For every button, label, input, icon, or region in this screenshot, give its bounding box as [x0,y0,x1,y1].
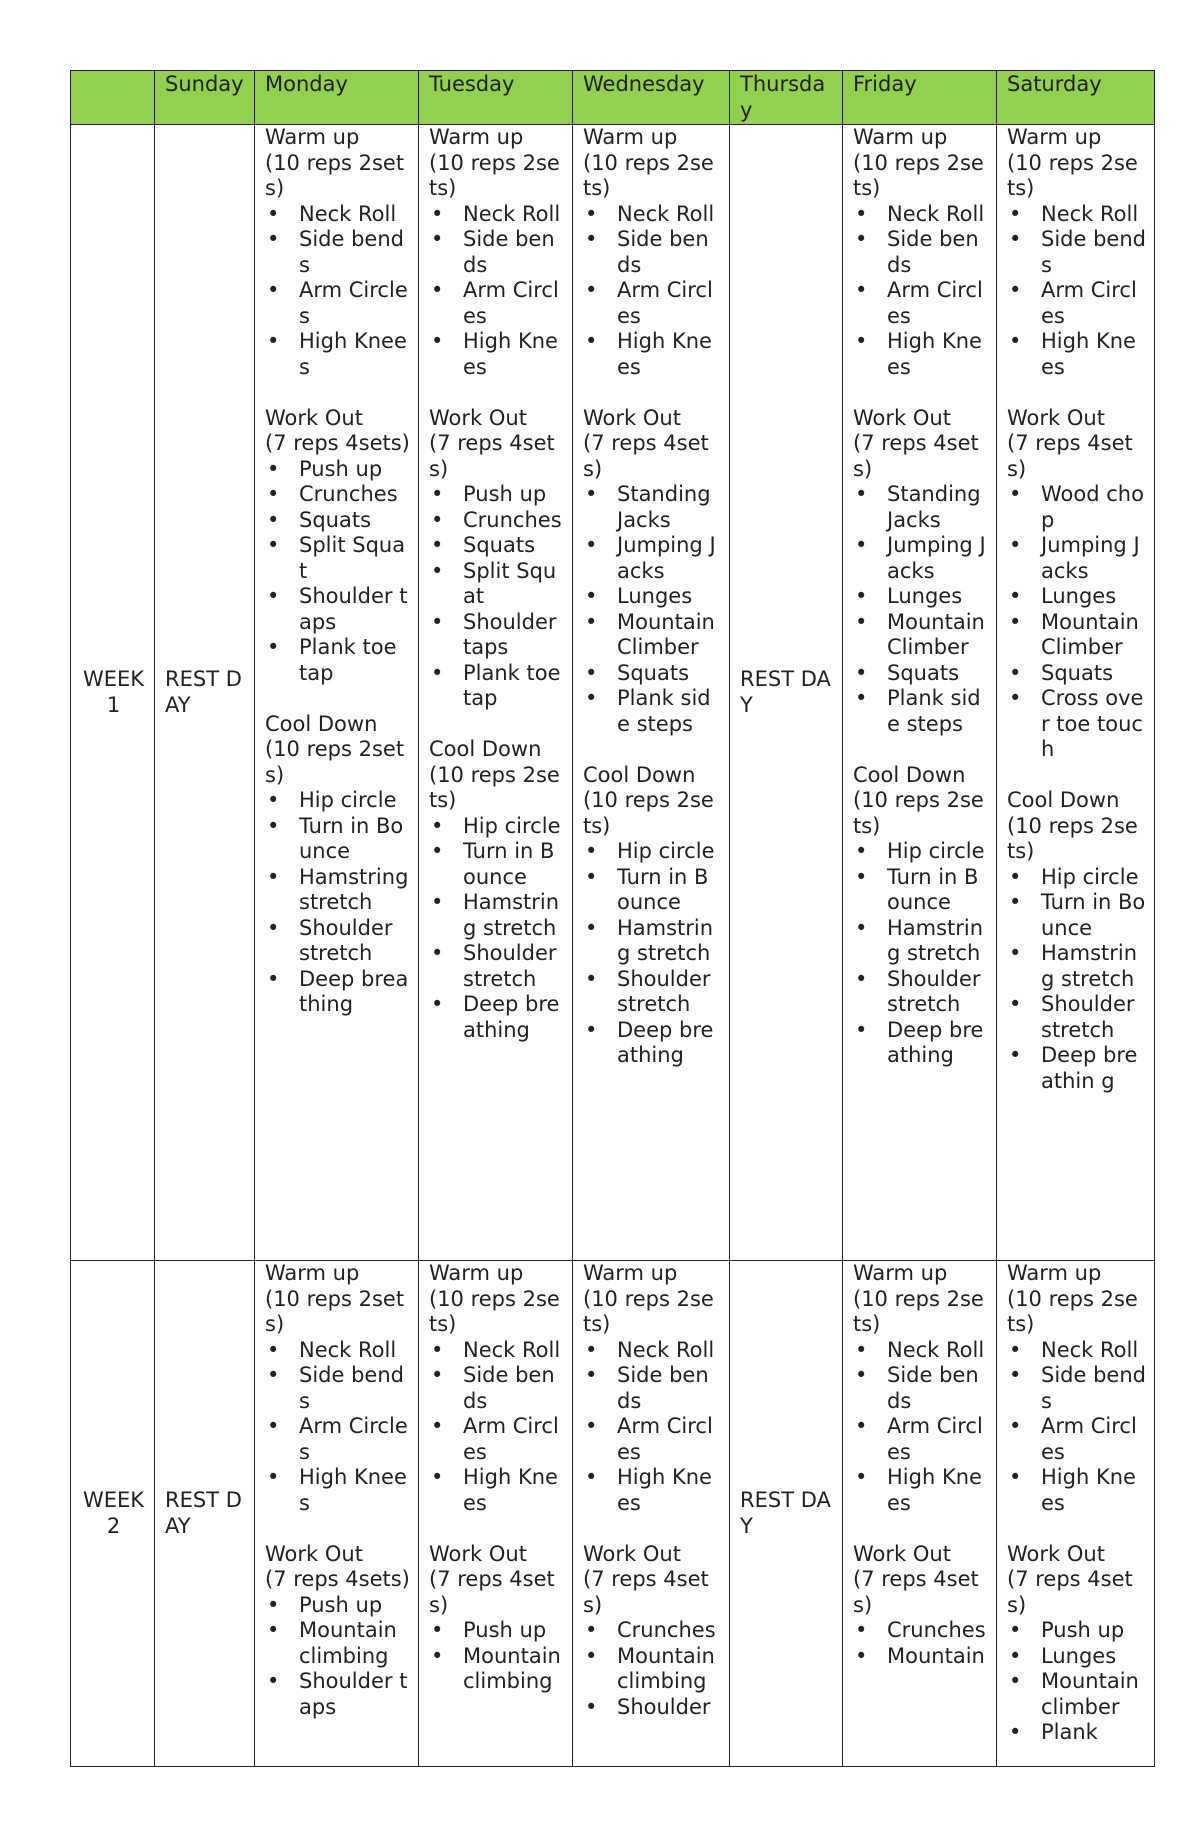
header-saturday: Saturday [997,71,1155,125]
warmup-section [853,1261,988,1516]
workout-title: Work Out [429,1541,527,1566]
exercise-item: • Mountain climbing [583,1644,721,1695]
weekly-workout-table [70,70,1155,1767]
cooldown-title: Cool Down [853,762,966,787]
workout-section [429,1542,564,1695]
exercise-item: • Lunges [1007,584,1146,610]
day-cell-tuesday [419,1261,573,1767]
exercise-item: • High Knees [853,329,988,380]
header-friday: Friday [843,71,997,125]
warmup-section [429,125,564,380]
warmup-reps: (10 reps 2sets) [853,150,984,200]
exercise-item: • High Knees [429,1465,564,1516]
day-cell-saturday [997,125,1155,1261]
cooldown-exercise-list [265,788,410,1018]
header-monday: Monday [255,71,419,125]
cooldown-section [1007,788,1146,1094]
exercise-item: • Shoulder stretch [265,916,410,967]
block-spacer [853,380,988,406]
day-cell-wednesday [573,125,730,1261]
exercise-item: • Jumping Jacks [1007,533,1146,584]
block-spacer [429,1516,564,1542]
exercise-item: • High Knees [265,1465,410,1516]
workout-reps: (7 reps 4sets) [265,1567,410,1591]
warmup-title: Warm up [265,1261,360,1285]
warmup-section [1007,1261,1146,1516]
block-spacer [853,1516,988,1542]
exercise-item: • Neck Roll [265,1338,410,1364]
thursday-rest-day: REST DAY [730,125,843,1261]
exercise-item: • Arm Circles [1007,1414,1146,1465]
exercise-item: • Lunges [1007,1644,1146,1670]
exercise-item: • Plank toe tap [265,635,410,686]
workout-section [583,1542,721,1721]
exercise-item: • Arm Circles [853,1414,988,1465]
day-plan [583,125,721,1069]
warmup-exercise-list [853,1338,988,1517]
day-plan [1007,1261,1146,1746]
workout-reps: (7 reps 4sets) [265,431,410,455]
exercise-item: • Cross over toe touch [1007,686,1146,763]
workout-reps: (7 reps 4sets) [583,1567,709,1617]
warmup-title: Warm up [583,125,678,149]
exercise-item: • High Knees [265,329,410,380]
block-spacer [1007,1516,1146,1542]
exercise-item: • Jumping Jacks [583,533,721,584]
exercise-item: • High Knees [1007,329,1146,380]
day-plan [583,1261,721,1720]
exercise-item: • Arm Circles [583,278,721,329]
exercise-item: • Hamstring stretch [853,916,988,967]
day-plan [429,1261,564,1695]
exercise-item: • Shoulder taps [429,610,564,661]
exercise-item: • Wood chop [1007,482,1146,533]
day-cell-monday [255,1261,419,1767]
warmup-reps: (10 reps 2sets) [583,1286,714,1336]
exercise-item: • Turn in Bounce [429,839,564,890]
workout-section [853,406,988,738]
exercise-item: • High Knees [853,1465,988,1516]
cooldown-reps: (10 reps 2sets) [1007,813,1138,863]
warmup-section [583,1261,721,1516]
workout-reps: (7 reps 4sets) [583,431,709,481]
cooldown-title: Cool Down [265,711,378,736]
warmup-title: Warm up [853,125,948,149]
week-label: WEEK 2 [71,1261,155,1767]
warmup-exercise-list [583,202,721,381]
exercise-item: • Hip circle [853,839,988,865]
header-row [71,71,1155,125]
cooldown-exercise-list [429,814,564,1044]
exercise-item: • Standing Jacks [853,482,988,533]
warmup-exercise-list [429,1338,564,1517]
cooldown-reps: (10 reps 2sets) [265,737,405,787]
workout-title: Work Out [853,405,951,430]
warmup-section [853,125,988,380]
exercise-item: • Deep breathing [853,1018,988,1069]
exercise-item: • Arm Circles [429,1414,564,1465]
exercise-item: • Neck Roll [853,202,988,228]
workout-section [429,406,564,712]
exercise-item: • Lunges [583,584,721,610]
workout-exercise-list [265,457,410,687]
day-cell-saturday [997,1261,1155,1767]
block-spacer [583,737,721,763]
workout-reps: (7 reps 4sets) [429,431,555,481]
exercise-item: • Side bends [265,227,410,278]
warmup-section [583,125,721,380]
week-2-row [71,1261,1155,1767]
cooldown-reps: (10 reps 2sets) [583,788,714,838]
cooldown-exercise-list [583,839,721,1069]
warmup-exercise-list [853,202,988,381]
exercise-item: • Hip circle [429,814,564,840]
warmup-reps: (10 reps 2sets) [429,1286,560,1336]
exercise-item: • Plank toe tap [429,661,564,712]
exercise-item: • Deep breathin g [1007,1043,1146,1094]
warmup-exercise-list [265,202,410,381]
exercise-item: • Split Squat [265,533,410,584]
warmup-reps: (10 reps 2sets) [1007,1286,1138,1336]
cooldown-exercise-list [1007,865,1146,1095]
exercise-item: • Mountain Climber [853,610,988,661]
header-wednesday: Wednesday [573,71,730,125]
header-sunday: Sunday [155,71,255,125]
warmup-title: Warm up [1007,125,1102,149]
warmup-exercise-list [429,202,564,381]
workout-section [1007,1542,1146,1746]
exercise-item: • Side bends [1007,1363,1146,1414]
exercise-item: • Arm Circles [265,278,410,329]
exercise-item: • Turn in Bounce [265,814,410,865]
workout-title: Work Out [429,405,527,430]
exercise-item: • Hamstring stretch [583,916,721,967]
exercise-item: • Shoulder stretch [1007,992,1146,1043]
warmup-exercise-list [583,1338,721,1517]
warmup-exercise-list [1007,1338,1146,1517]
workout-title: Work Out [583,405,681,430]
day-cell-tuesday [419,125,573,1261]
exercise-item: • Side bends [583,227,721,278]
cooldown-section [429,737,564,1043]
sunday-rest-day: REST DAY [155,1261,255,1767]
day-plan [853,125,988,1069]
cooldown-section [853,763,988,1069]
exercise-item: • Crunches [853,1618,988,1644]
exercise-item: • Side bends [265,1363,410,1414]
exercise-item: • Push up [429,1618,564,1644]
warmup-exercise-list [265,1338,410,1517]
exercise-item: • Shoulder stretch [853,967,988,1018]
week-1-row [71,125,1155,1261]
warmup-reps: (10 reps 2sets) [429,150,560,200]
exercise-item: • Push up [265,1593,410,1619]
exercise-item: • Hip circle [1007,865,1146,891]
day-cell-wednesday [573,1261,730,1767]
exercise-item: • Push up [429,482,564,508]
day-plan [265,125,410,1018]
warmup-reps: (10 reps 2sets) [583,150,714,200]
exercise-item: • Side bends [853,227,988,278]
exercise-item: • Crunches [429,508,564,534]
warmup-title: Warm up [583,1261,678,1285]
exercise-item: • Side bends [1007,227,1146,278]
day-plan [265,1261,410,1720]
day-plan [1007,125,1146,1094]
exercise-item: • Hamstring stretch [1007,941,1146,992]
exercise-item: • Deep breathing [265,967,410,1018]
workout-reps: (7 reps 4sets) [1007,1567,1133,1617]
cooldown-section [583,763,721,1069]
workout-title: Work Out [265,1541,363,1566]
header-thursday: Thursday [730,71,843,125]
header-corner [71,71,155,125]
workout-reps: (7 reps 4sets) [853,1567,979,1617]
exercise-item: • Lunges [853,584,988,610]
block-spacer [1007,763,1146,789]
exercise-item: • Arm Circles [429,278,564,329]
workout-exercise-list [1007,482,1146,763]
workout-exercise-list [429,1618,564,1695]
exercise-item: • Shoulder [583,1695,721,1721]
header-tuesday: Tuesday [419,71,573,125]
warmup-reps: (10 reps 2sets) [1007,150,1138,200]
block-spacer [429,712,564,738]
exercise-item: • Hip circle [583,839,721,865]
block-spacer [1007,380,1146,406]
exercise-item: • Shoulder taps [265,1669,410,1720]
warmup-section [265,125,410,380]
workout-section [583,406,721,738]
cooldown-reps: (10 reps 2sets) [429,762,560,812]
exercise-item: • Neck Roll [1007,1338,1146,1364]
block-spacer [583,380,721,406]
exercise-item: • Mountain Climber [583,610,721,661]
workout-exercise-list [853,1618,988,1669]
exercise-item: • Side bends [429,227,564,278]
workout-exercise-list [1007,1618,1146,1746]
warmup-title: Warm up [265,125,360,149]
exercise-item: • Push up [265,457,410,483]
day-plan [853,1261,988,1669]
workout-reps: (7 reps 4sets) [853,431,979,481]
exercise-item: • Neck Roll [429,202,564,228]
exercise-item: • Neck Roll [265,202,410,228]
warmup-title: Warm up [853,1261,948,1285]
warmup-title: Warm up [429,125,524,149]
exercise-item: • Shoulder stretch [429,941,564,992]
exercise-item: • Plank side steps [853,686,988,737]
exercise-item: • Deep breathing [429,992,564,1043]
workout-section [1007,406,1146,763]
exercise-item: • Push up [1007,1618,1146,1644]
week-label: WEEK 1 [71,125,155,1261]
exercise-item: • Mountain climbing [429,1644,564,1695]
day-cell-monday [255,125,419,1261]
exercise-item: • Arm Circles [853,278,988,329]
exercise-item: • High Knees [429,329,564,380]
cooldown-title: Cool Down [429,737,542,761]
exercise-item: • Plank [1007,1720,1146,1746]
exercise-item: • Mountain Climber [1007,610,1146,661]
exercise-item: • Neck Roll [583,1338,721,1364]
workout-title: Work Out [583,1541,681,1566]
exercise-item: • Crunches [265,482,410,508]
workout-section [265,1542,410,1721]
workout-title: Work Out [1007,1541,1105,1566]
exercise-item: • Squats [265,508,410,534]
warmup-section [1007,125,1146,380]
warmup-title: Warm up [1007,1261,1102,1285]
exercise-item: • Hamstring stretch [429,890,564,941]
exercise-item: • Turn in Bounce [583,865,721,916]
cooldown-title: Cool Down [1007,788,1120,812]
exercise-item: • Standing Jacks [583,482,721,533]
exercise-item: • Shoulder taps [265,584,410,635]
exercise-item: • Mountain climber [1007,1669,1146,1720]
block-spacer [853,737,988,763]
exercise-item: • Arm Circles [265,1414,410,1465]
warmup-section [265,1261,410,1516]
exercise-item: • Arm Circles [583,1414,721,1465]
exercise-item: • Turn in Bounce [853,865,988,916]
exercise-item: • Neck Roll [853,1338,988,1364]
exercise-item: • Mountain [853,1644,988,1670]
day-cell-friday [843,125,997,1261]
workout-title: Work Out [1007,405,1105,430]
exercise-item: • Neck Roll [1007,202,1146,228]
workout-title: Work Out [265,405,363,430]
exercise-item: • Hamstring stretch [265,865,410,916]
exercise-item: • Deep breathing [583,1018,721,1069]
exercise-item: • Turn in Bounce [1007,890,1146,941]
exercise-item: • Squats [853,661,988,687]
sunday-rest-day: REST DAY [155,125,255,1261]
workout-reps: (7 reps 4sets) [429,1567,555,1617]
workout-exercise-list [429,482,564,712]
day-plan [429,125,564,1043]
exercise-item: • Squats [583,661,721,687]
exercise-item: • Hip circle [265,788,410,814]
exercise-item: • Shoulder stretch [583,967,721,1018]
warmup-exercise-list [1007,202,1146,381]
warmup-reps: (10 reps 2sets) [265,150,405,200]
warmup-section [429,1261,564,1516]
workout-exercise-list [583,482,721,737]
exercise-item: • Crunches [583,1618,721,1644]
block-spacer [265,686,410,712]
block-spacer [265,380,410,406]
exercise-item: • Arm Circles [1007,278,1146,329]
block-spacer [429,380,564,406]
exercise-item: • High Knees [1007,1465,1146,1516]
exercise-item: • Mountain climbing [265,1618,410,1669]
exercise-item: • Split Squat [429,559,564,610]
cooldown-exercise-list [853,839,988,1069]
day-cell-friday [843,1261,997,1767]
workout-exercise-list [583,1618,721,1720]
exercise-item: • High Knees [583,1465,721,1516]
warmup-title: Warm up [429,1261,524,1285]
warmup-reps: (10 reps 2sets) [265,1286,405,1336]
exercise-item: • Neck Roll [429,1338,564,1364]
exercise-item: • Jumping Jacks [853,533,988,584]
workout-section [265,406,410,687]
workout-section [853,1542,988,1670]
workout-reps: (7 reps 4sets) [1007,431,1133,481]
cooldown-title: Cool Down [583,762,696,787]
exercise-item: • Side bends [429,1363,564,1414]
warmup-reps: (10 reps 2sets) [853,1286,984,1336]
cooldown-section [265,712,410,1018]
thursday-rest-day: REST DAY [730,1261,843,1767]
block-spacer [583,1516,721,1542]
block-spacer [265,1516,410,1542]
workout-title: Work Out [853,1541,951,1566]
cooldown-reps: (10 reps 2sets) [853,788,984,838]
workout-exercise-list [853,482,988,737]
exercise-item: • Plank side steps [583,686,721,737]
exercise-item: • Squats [429,533,564,559]
exercise-item: • Neck Roll [583,202,721,228]
exercise-item: • High Knees [583,329,721,380]
workout-exercise-list [265,1593,410,1721]
exercise-item: • Side bends [583,1363,721,1414]
exercise-item: • Squats [1007,661,1146,687]
exercise-item: • Side bends [853,1363,988,1414]
